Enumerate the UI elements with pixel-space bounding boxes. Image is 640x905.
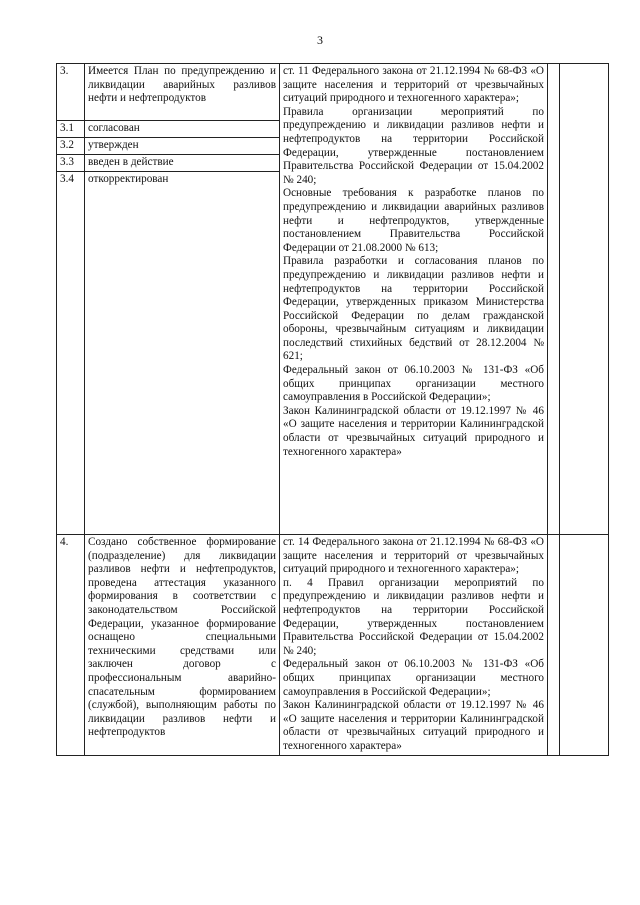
legal-basis-cell <box>280 64 548 535</box>
legal-basis-item: п. 4 Правил организации мероприятий по предупреждению и ликвидации разливов нефти и нефтепродуктов на территории Российской Федерации, утвержденных постановлением Правительства Российской Федерации от 15.04.2002 № 240; <box>283 576 544 657</box>
requirement-cell: Имеется План по предупреждению и ликвидации аварийных разливов нефти и нефтепродуктов <box>85 64 280 121</box>
note-cell <box>560 535 609 756</box>
legal-basis-item: Правила разработки и согласования планов по предупреждению и ликвидации разливов нефти и нефтепродуктов на территории Российской Федерации, утвержденных приказом Министерства Российской Федерации по делам гражданской обороны, чрезвычайным ситуациям и ликвидации последствий стихийных бедствий от 28.12.2004 № 621; <box>283 255 544 363</box>
legal-basis-item: Федеральный закон от 06.10.2003 № 131-ФЗ «Об общих принципах организации местного самоуправления в Российской Федерации»; <box>283 658 544 698</box>
requirement-cell: введен в действие <box>85 155 280 172</box>
legal-basis-item: Правила организации мероприятий по предупреждению и ликвидации разливов нефти и нефтепродуктов на территории Российской Федерации, утвержденные постановлением Правительства Российской Федерации от 15.04.2002 № 240; <box>283 105 544 186</box>
yes-no-cell <box>548 535 560 756</box>
requirement-cell: откорректирован <box>85 172 280 535</box>
checklist-table <box>56 63 609 756</box>
row-number: 3. <box>57 64 85 121</box>
legal-basis-item: Основные требования к разработке планов по предупреждению и ликвидации аварийных разливов нефти и нефтепродуктов, утвержденные постановлением Правительства Российской Федерации от 21.08.2000 № 613; <box>283 187 544 254</box>
requirement-cell: согласован <box>85 121 280 138</box>
row-number: 4. <box>57 535 85 756</box>
row-number: 3.4 <box>57 172 85 535</box>
legal-basis-cell <box>280 535 548 756</box>
row-number: 3.2 <box>57 138 85 155</box>
table-row <box>57 535 609 756</box>
page-number: 3 <box>317 33 323 47</box>
legal-basis-item: Закон Калининградской области от 19.12.1997 № 46 «О защите населения и территории Калининградской области от чрезвычайных ситуаций природного и техногенного характера» <box>283 699 544 752</box>
legal-basis-item: Федеральный закон от 06.10.2003 № 131-ФЗ «Об общих принципах организации местного самоуправления в Российской Федерации»; <box>283 364 544 404</box>
yes-no-cell <box>548 64 560 535</box>
legal-basis-item: Закон Калининградской области от 19.12.1997 № 46 «О защите населения и территории Калининградской области от чрезвычайных ситуаций природного и техногенного характера» <box>283 404 544 458</box>
note-cell <box>560 64 609 535</box>
row-number: 3.3 <box>57 155 85 172</box>
requirement-cell: Создано собственное формирование (подразделение) для ликвидации разливов нефти и нефтепродуктов, проведена аттестация указанного формирования в соответствии с законодательством Российской Федерации, указанное формирование оснащено специальными техническими средствами или заключен договор с профессиональным аварийно-спасательным формированием (службой), выполняющим работы по ликвидации разливов нефти и нефтепродуктов <box>85 535 280 756</box>
legal-basis-item: ст. 14 Федерального закона от 21.12.1994 № 68-ФЗ «О защите населения и территорий от чрезвычайных ситуаций природного и техногенного характера»; <box>283 536 544 576</box>
legal-basis-item: ст. 11 Федерального закона от 21.12.1994 № 68-ФЗ «О защите населения и территорий от чрезвычайных ситуаций природного и техногенного характера»; <box>283 65 544 105</box>
row-number: 3.1 <box>57 121 85 138</box>
table-row <box>57 64 609 121</box>
requirement-cell: утвержден <box>85 138 280 155</box>
